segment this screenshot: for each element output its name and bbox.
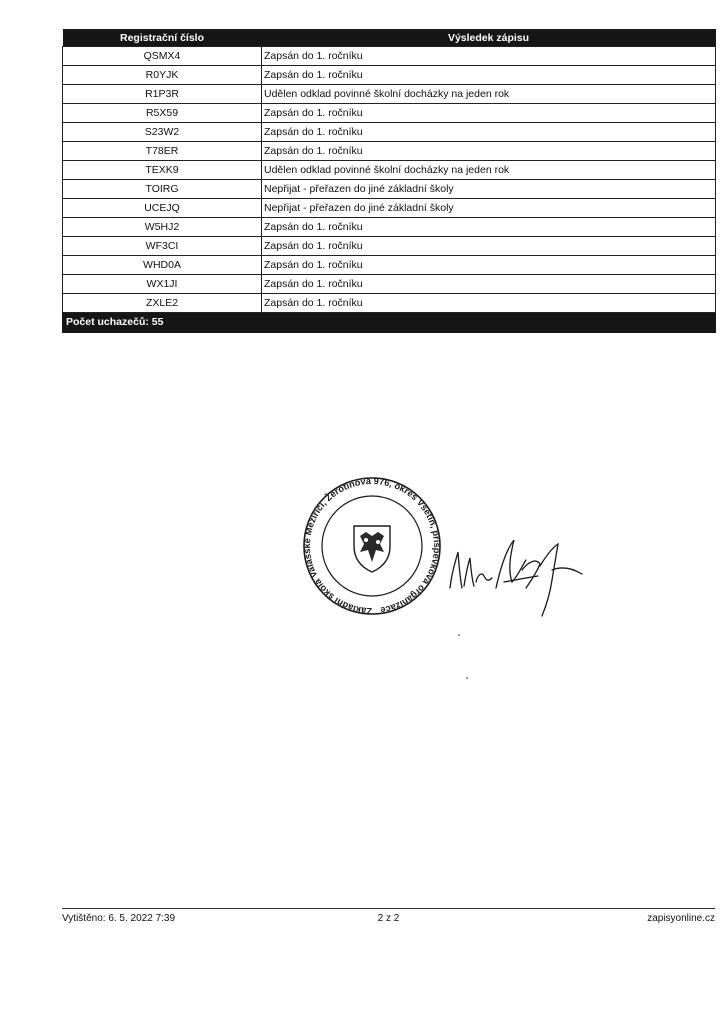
page-number: 2 z 2 xyxy=(377,913,400,924)
stamp-text: Základní škola Valašské Meziříčí, Žerotínova 976, okres Vsetín, příspěvková organizace xyxy=(301,475,443,617)
enrollment-result: Zapsán do 1. ročníku xyxy=(262,47,716,66)
scan-speck xyxy=(458,634,460,636)
applicant-count: Počet uchazečů: 55 xyxy=(63,313,716,333)
enrollment-result: Udělen odklad povinné školní docházky na jeden rok xyxy=(262,161,716,180)
handwritten-signature-icon xyxy=(450,540,582,616)
table-row xyxy=(63,85,716,104)
enrollment-result: Zapsán do 1. ročníku xyxy=(262,275,716,294)
scan-speck xyxy=(466,677,468,679)
table-row xyxy=(63,275,716,294)
enrollment-result: Zapsán do 1. ročníku xyxy=(262,218,716,237)
site-name: zapisyonline.cz xyxy=(647,913,715,924)
printed-date: Vytištěno: 6. 5. 2022 7:39 xyxy=(62,913,176,924)
enrollment-result: Nepřijat - přeřazen do jiné základní školy xyxy=(262,180,716,199)
coat-of-arms-icon xyxy=(354,526,390,572)
registration-number: R5X59 xyxy=(63,104,262,123)
registration-number: WX1JI xyxy=(63,275,262,294)
header-registration-number: Registrační číslo xyxy=(63,29,262,47)
enrollment-result: Zapsán do 1. ročníku xyxy=(262,104,716,123)
enrollment-result: Zapsán do 1. ročníku xyxy=(262,237,716,256)
school-stamp xyxy=(300,470,590,630)
table-row xyxy=(63,294,716,313)
table-row xyxy=(63,123,716,142)
results-table xyxy=(62,29,716,333)
table-row xyxy=(63,218,716,237)
table-row xyxy=(63,142,716,161)
enrollment-result: Udělen odklad povinné školní docházky na jeden rok xyxy=(262,85,716,104)
enrollment-result: Zapsán do 1. ročníku xyxy=(262,66,716,85)
footer-divider xyxy=(62,908,715,909)
enrollment-result: Zapsán do 1. ročníku xyxy=(262,123,716,142)
enrollment-result: Zapsán do 1. ročníku xyxy=(262,294,716,313)
registration-number: W5HJ2 xyxy=(63,218,262,237)
registration-number: ZXLE2 xyxy=(63,294,262,313)
table-row xyxy=(63,199,716,218)
table-row xyxy=(63,47,716,66)
summary-row xyxy=(63,313,716,333)
table-header-row xyxy=(63,29,716,47)
registration-number: WF3CI xyxy=(63,237,262,256)
table-row xyxy=(63,104,716,123)
table-row xyxy=(63,256,716,275)
registration-number: T78ER xyxy=(63,142,262,161)
stamp-and-signature xyxy=(300,470,590,630)
table-row xyxy=(63,180,716,199)
table-row xyxy=(63,66,716,85)
registration-number: TOIRG xyxy=(63,180,262,199)
registration-number: QSMX4 xyxy=(63,47,262,66)
table-row xyxy=(63,161,716,180)
registration-number: R0YJK xyxy=(63,66,262,85)
registration-number: UCEJQ xyxy=(63,199,262,218)
registration-number: WHD0A xyxy=(63,256,262,275)
enrollment-result: Zapsán do 1. ročníku xyxy=(262,256,716,275)
enrollment-result: Nepřijat - přeřazen do jiné základní školy xyxy=(262,199,716,218)
enrollment-result: Zapsán do 1. ročníku xyxy=(262,142,716,161)
header-result: Výsledek zápisu xyxy=(262,29,716,47)
table-row xyxy=(63,237,716,256)
registration-number: S23W2 xyxy=(63,123,262,142)
registration-number: TEXK9 xyxy=(63,161,262,180)
registration-number: R1P3R xyxy=(63,85,262,104)
